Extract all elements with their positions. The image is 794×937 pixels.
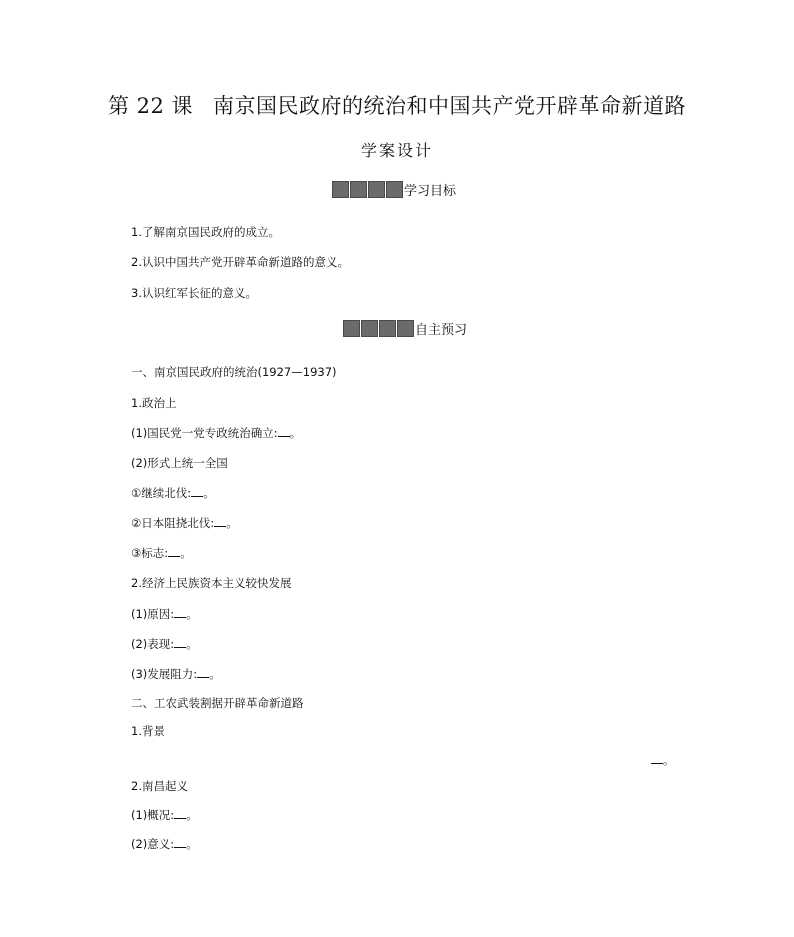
answer-blank[interactable] — [191, 486, 203, 497]
subheading: (2)形式上统一全国 — [131, 456, 228, 470]
answer-blank[interactable] — [174, 637, 186, 648]
section-header-label: 学习目标 — [404, 184, 457, 199]
goal-item: 3.认识红军长征的意义。 — [131, 286, 257, 300]
header-decoration — [343, 320, 414, 337]
answer-blank[interactable] — [278, 426, 290, 437]
page-title — [0, 90, 794, 120]
answer-blank[interactable] — [174, 837, 186, 848]
question-line: (2)意义: 。 — [131, 837, 198, 851]
question-line: (1)国民党一党专政统治确立: 。 — [131, 426, 302, 440]
subheading: 2.经济上民族资本主义较快发展 — [131, 576, 292, 590]
question-line: 。 — [651, 753, 675, 767]
question-line: ①继续北伐: 。 — [131, 486, 215, 500]
subheading: 1.背景 — [131, 724, 165, 738]
subheading: 2.南昌起义 — [131, 779, 188, 793]
lesson-title: 南京国民政府的统治和中国共产党开辟革命新道路 — [213, 94, 687, 118]
page-subtitle: 学案设计 — [360, 141, 433, 160]
question-line: ③标志: 。 — [131, 546, 192, 560]
goal-item: 2.认识中国共产党开辟革命新道路的意义。 — [131, 255, 349, 269]
question-line: ②日本阻挠北伐: 。 — [131, 516, 238, 530]
question-line: (2)表现: 。 — [131, 637, 198, 651]
section-header-goals — [332, 180, 456, 199]
subheading: 1.政治上 — [131, 396, 177, 410]
question-line: (3)发展阻力: 。 — [131, 667, 221, 681]
section-header-preview — [343, 319, 467, 338]
answer-blank[interactable] — [174, 607, 186, 618]
part-heading: 二、工农武装割据开辟革命新道路 — [131, 696, 304, 710]
question-line: (1)概况: 。 — [131, 808, 198, 822]
lesson-number: 第 22 课 — [107, 94, 194, 118]
question-line: (1)原因: 。 — [131, 607, 198, 621]
answer-blank[interactable] — [214, 516, 226, 527]
goal-item: 1.了解南京国民政府的成立。 — [131, 225, 280, 239]
answer-blank[interactable] — [651, 753, 663, 764]
header-decoration — [332, 181, 403, 198]
part-heading: 一、南京国民政府的统治(1927—1937) — [131, 365, 337, 379]
answer-blank[interactable] — [174, 808, 186, 819]
answer-blank[interactable] — [168, 546, 180, 557]
answer-blank[interactable] — [197, 667, 209, 678]
section-header-label: 自主预习 — [415, 323, 468, 338]
